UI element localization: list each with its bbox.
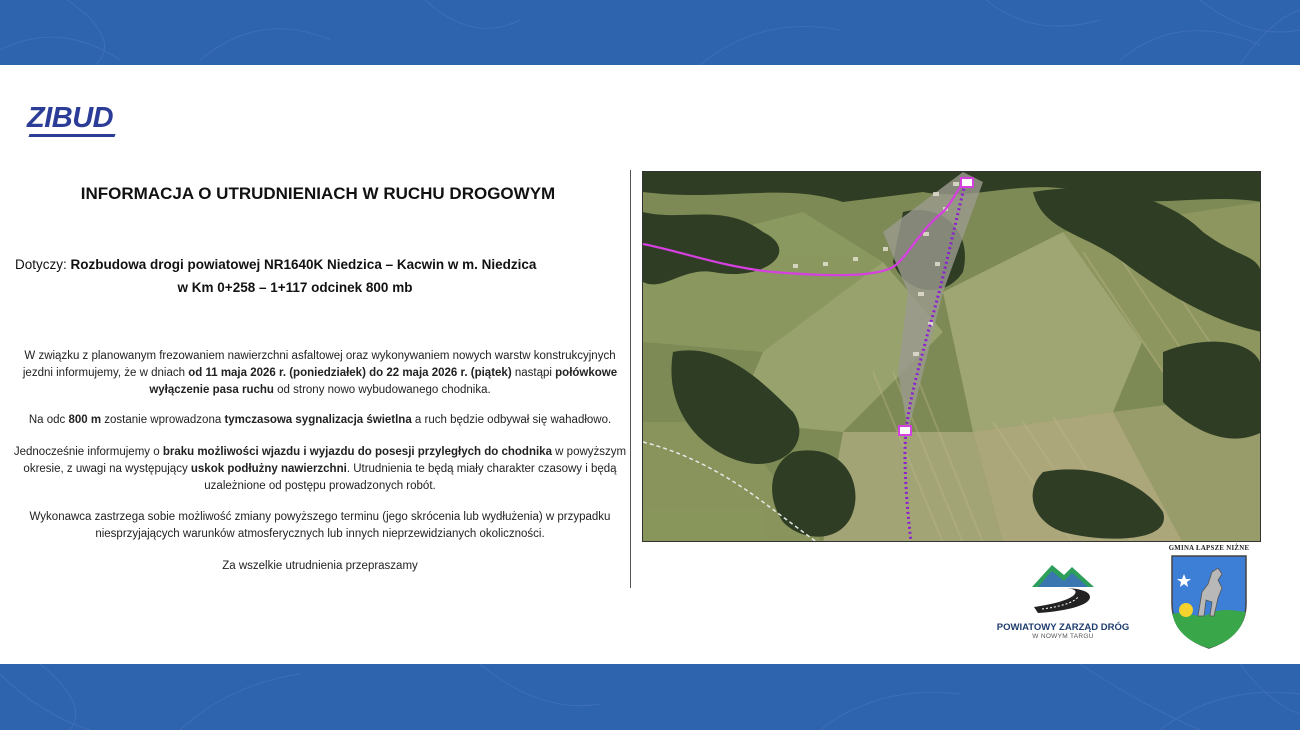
pzd-mountain-road-icon [1028,557,1098,615]
vertical-divider [630,170,631,588]
gmina-name: GMINA ŁAPSZE NIŻNE [1168,545,1250,552]
p1-text-e: od strony nowo wybudowanego chodnika. [273,384,491,396]
satellite-map [642,171,1261,542]
p1-text-a: W związku z planowanym frezowaniem nawierzchni asfaltowej oraz wykonywaniem nowych warstw konstrukcyjnych jezdni informujemy, że w dniach [22,350,616,379]
regarding-value: Rozbudowa drogi powiatowej NR1640K Niedzica – Kacwin w m. Niedzica [70,257,537,272]
regarding-label: Dotyczy: [15,257,67,272]
p3-text-c: w powyższym okresie, z uwagi na występujący [23,446,627,475]
pzd-name: POWIATOWY ZARZĄD DRÓG [996,622,1130,633]
p1-closure: połówkowe wyłączenie pasa ruchu [149,367,618,396]
map-image [643,172,1261,542]
p2-text-c: zostanie wprowadzona [101,414,225,426]
regarding-km: w Km 0+258 – 1+117 odcinek 800 mb [177,280,413,295]
p3-step: uskok podłużny nawierzchni [190,463,347,475]
p2-signals: tymczasowa sygnalizacja świetlna [224,414,412,426]
banner-pattern [0,0,1300,65]
coat-of-arms-icon [1168,552,1250,650]
gmina-crest [1162,545,1256,655]
p1-dates: od 11 maja 2026 r. (poniedziałek) do 22 maja 2026 r. (piątek) [188,367,512,379]
paragraph-contractor: Wykonawca zastrzega sobie możliwość zmiany powyższego terminu (jego skrócenia lub wydłużenia) w przypadku niesprzyjających warunków atmosferycznych lub innych nieprzewidzianych okoliczności. [29,511,611,540]
banner-pattern-bottom [0,664,1300,730]
p2-text-e: a ruch będzie odbywał się wahadłowo. [411,414,612,426]
p3-no-access: braku możliwości wjazdu i wyjazdu do posesji przyległych do chodnika [162,446,552,458]
p1-text-c: nastąpi [511,367,556,379]
paragraph-access [10,444,630,495]
p3-text-e: . Utrudnienia te będą miały charakter czasowy i będą uzależnione od postępu prowadzonych robót. [204,463,617,492]
zibud-logo-underline [28,134,115,137]
paragraph-apology: Za wszelkie utrudnienia przepraszamy [222,560,418,572]
regarding-line [15,257,536,272]
p3-text-a: Jednocześnie informujemy o [13,446,163,458]
p2-text-a: Na odc [28,414,69,426]
paragraph-dates [10,348,630,399]
pzd-sub: W NOWYM TARGU [1032,633,1094,640]
paragraph-signals [10,412,630,429]
zibud-logo: ZIBUD [27,104,113,133]
pzd-logo [988,557,1138,640]
p2-length: 800 m [68,414,102,426]
top-banner [0,0,1300,65]
notice-title: INFORMACJA O UTRUDNIENIACH W RUCHU DROGOWYM [80,184,556,203]
bottom-banner [0,664,1300,730]
